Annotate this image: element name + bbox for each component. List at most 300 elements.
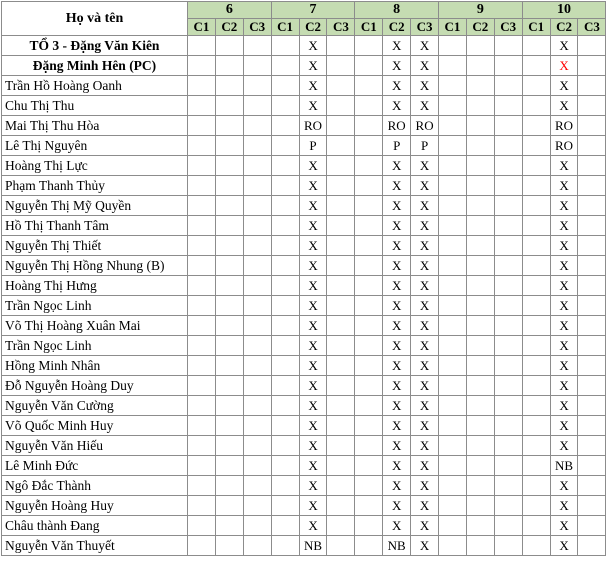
mark-cell: X xyxy=(299,496,327,516)
table-row xyxy=(2,476,606,496)
mark-cell xyxy=(271,476,299,496)
table-row xyxy=(2,156,606,176)
mark-cell xyxy=(215,356,243,376)
mark-cell xyxy=(243,456,271,476)
mark-cell xyxy=(355,356,383,376)
mark-cell xyxy=(215,76,243,96)
mark-cell xyxy=(494,416,522,436)
mark-cell xyxy=(522,456,550,476)
day-header: 6 xyxy=(188,2,272,19)
mark-cell: X xyxy=(550,376,578,396)
mark-cell: X xyxy=(550,76,578,96)
mark-cell xyxy=(439,276,467,296)
mark-cell xyxy=(494,276,522,296)
mark-cell xyxy=(494,456,522,476)
mark-cell xyxy=(188,356,216,376)
mark-cell xyxy=(439,36,467,56)
mark-cell: X xyxy=(550,516,578,536)
mark-cell xyxy=(271,316,299,336)
mark-cell xyxy=(243,416,271,436)
mark-cell xyxy=(494,436,522,456)
mark-cell: X xyxy=(411,216,439,236)
mark-cell: X xyxy=(411,196,439,216)
mark-cell xyxy=(215,336,243,356)
mark-cell: X xyxy=(299,476,327,496)
mark-cell xyxy=(188,96,216,116)
mark-cell xyxy=(522,536,550,556)
mark-cell xyxy=(466,156,494,176)
mark-cell xyxy=(494,216,522,236)
mark-cell xyxy=(215,516,243,536)
person-name-cell: Lê Thị Nguyên xyxy=(2,136,188,156)
mark-cell xyxy=(271,436,299,456)
person-name-cell: Lê Minh Đức xyxy=(2,456,188,476)
mark-cell xyxy=(188,416,216,436)
mark-cell xyxy=(327,536,355,556)
mark-cell: X xyxy=(411,296,439,316)
mark-cell xyxy=(188,496,216,516)
mark-cell xyxy=(355,516,383,536)
mark-cell xyxy=(215,56,243,76)
mark-cell: X xyxy=(550,96,578,116)
mark-cell xyxy=(522,276,550,296)
table-row xyxy=(2,376,606,396)
mark-cell xyxy=(494,136,522,156)
mark-cell: X xyxy=(299,196,327,216)
mark-cell xyxy=(466,236,494,256)
mark-cell xyxy=(494,56,522,76)
mark-cell xyxy=(271,456,299,476)
table-row xyxy=(2,516,606,536)
mark-cell xyxy=(271,36,299,56)
mark-cell xyxy=(439,536,467,556)
mark-cell xyxy=(215,316,243,336)
table-row xyxy=(2,396,606,416)
person-name-cell: Nguyễn Văn Hiếu xyxy=(2,436,188,456)
mark-cell: RO xyxy=(383,116,411,136)
mark-cell xyxy=(355,276,383,296)
mark-cell: X xyxy=(299,336,327,356)
mark-cell xyxy=(355,196,383,216)
mark-cell xyxy=(327,236,355,256)
mark-cell: X xyxy=(299,416,327,436)
slot-header: C3 xyxy=(243,19,271,36)
mark-cell xyxy=(215,216,243,236)
mark-cell xyxy=(215,296,243,316)
mark-cell xyxy=(243,136,271,156)
mark-cell xyxy=(439,376,467,396)
mark-cell xyxy=(578,36,606,56)
mark-cell xyxy=(271,396,299,416)
mark-cell xyxy=(578,216,606,236)
mark-cell xyxy=(327,156,355,176)
mark-cell xyxy=(466,396,494,416)
mark-cell xyxy=(355,256,383,276)
person-name-cell: Phạm Thanh Thủy xyxy=(2,176,188,196)
mark-cell: X xyxy=(383,476,411,496)
mark-cell xyxy=(271,96,299,116)
mark-cell xyxy=(494,316,522,336)
mark-cell xyxy=(466,356,494,376)
mark-cell: X xyxy=(383,396,411,416)
mark-cell xyxy=(215,396,243,416)
mark-cell xyxy=(522,336,550,356)
mark-cell: X xyxy=(299,456,327,476)
mark-cell xyxy=(466,276,494,296)
mark-cell xyxy=(439,256,467,276)
mark-cell xyxy=(243,76,271,96)
mark-cell: X xyxy=(299,96,327,116)
mark-cell xyxy=(188,376,216,396)
mark-cell xyxy=(327,416,355,436)
mark-cell xyxy=(578,356,606,376)
person-name-cell: Võ Quốc Minh Huy xyxy=(2,416,188,436)
mark-cell xyxy=(439,456,467,476)
mark-cell xyxy=(494,376,522,396)
mark-cell xyxy=(188,516,216,536)
mark-cell xyxy=(188,316,216,336)
mark-cell xyxy=(243,476,271,496)
mark-cell xyxy=(522,56,550,76)
day-header: 8 xyxy=(355,2,439,19)
mark-cell xyxy=(466,536,494,556)
mark-cell: X xyxy=(411,536,439,556)
mark-cell xyxy=(355,336,383,356)
mark-cell xyxy=(466,176,494,196)
mark-cell: X xyxy=(411,436,439,456)
mark-cell: X xyxy=(299,516,327,536)
mark-cell: X xyxy=(550,436,578,456)
mark-cell: X xyxy=(411,336,439,356)
mark-cell xyxy=(243,56,271,76)
mark-cell: X xyxy=(299,356,327,376)
mark-cell: X xyxy=(411,176,439,196)
person-name-cell: Ngô Đắc Thành xyxy=(2,476,188,496)
mark-cell xyxy=(327,316,355,336)
mark-cell xyxy=(494,296,522,316)
table-row xyxy=(2,256,606,276)
mark-cell xyxy=(439,296,467,316)
person-name-cell: Hồng Minh Nhân xyxy=(2,356,188,376)
mark-cell xyxy=(215,236,243,256)
mark-cell: X xyxy=(550,356,578,376)
mark-cell xyxy=(188,396,216,416)
mark-cell xyxy=(243,296,271,316)
slot-header: C2 xyxy=(383,19,411,36)
mark-cell xyxy=(439,316,467,336)
mark-cell: X xyxy=(299,216,327,236)
mark-cell xyxy=(327,336,355,356)
mark-cell xyxy=(494,256,522,276)
mark-cell xyxy=(271,156,299,176)
person-name-cell: Đỗ Nguyễn Hoàng Duy xyxy=(2,376,188,396)
mark-cell xyxy=(578,316,606,336)
mark-cell xyxy=(243,96,271,116)
mark-cell: RO xyxy=(299,116,327,136)
mark-cell xyxy=(494,176,522,196)
mark-cell xyxy=(494,356,522,376)
person-name-cell: Trần Ngọc Linh xyxy=(2,336,188,356)
mark-cell xyxy=(327,76,355,96)
mark-cell xyxy=(271,376,299,396)
table-body xyxy=(2,36,606,556)
person-name-cell: Nguyễn Thị Mỹ Quyền xyxy=(2,196,188,216)
mark-cell xyxy=(271,496,299,516)
table-row xyxy=(2,356,606,376)
mark-cell xyxy=(327,436,355,456)
mark-cell: X xyxy=(550,156,578,176)
mark-cell xyxy=(327,176,355,196)
person-name-cell: Hồ Thị Thanh Tâm xyxy=(2,216,188,236)
mark-cell xyxy=(355,76,383,96)
table-row xyxy=(2,176,606,196)
mark-cell xyxy=(188,276,216,296)
mark-cell: X xyxy=(383,416,411,436)
mark-cell xyxy=(466,316,494,336)
mark-cell xyxy=(578,96,606,116)
mark-cell xyxy=(439,116,467,136)
mark-cell xyxy=(439,76,467,96)
mark-cell xyxy=(327,56,355,76)
mark-cell xyxy=(271,116,299,136)
mark-cell xyxy=(439,176,467,196)
mark-cell xyxy=(494,496,522,516)
mark-cell: X xyxy=(299,236,327,256)
mark-cell xyxy=(578,136,606,156)
mark-cell xyxy=(355,236,383,256)
mark-cell xyxy=(188,296,216,316)
mark-cell xyxy=(466,436,494,456)
mark-cell: X xyxy=(383,356,411,376)
mark-cell xyxy=(188,76,216,96)
group-title-cell: Đặng Minh Hên (PC) xyxy=(2,56,188,76)
slot-header: C1 xyxy=(439,19,467,36)
mark-cell: X xyxy=(411,276,439,296)
mark-cell xyxy=(522,96,550,116)
person-name-cell: Chu Thị Thu xyxy=(2,96,188,116)
mark-cell: P xyxy=(411,136,439,156)
mark-cell xyxy=(327,216,355,236)
mark-cell: X xyxy=(411,476,439,496)
mark-cell xyxy=(522,516,550,536)
mark-cell: X xyxy=(299,436,327,456)
mark-cell xyxy=(439,416,467,436)
mark-cell: X xyxy=(383,236,411,256)
mark-cell xyxy=(215,176,243,196)
mark-cell xyxy=(522,216,550,236)
mark-cell xyxy=(522,396,550,416)
mark-cell xyxy=(327,476,355,496)
mark-cell xyxy=(466,216,494,236)
mark-cell xyxy=(522,116,550,136)
mark-cell xyxy=(494,156,522,176)
mark-cell xyxy=(188,36,216,56)
mark-cell xyxy=(215,116,243,136)
mark-cell: X xyxy=(550,196,578,216)
mark-cell xyxy=(578,336,606,356)
mark-cell xyxy=(215,436,243,456)
mark-cell xyxy=(522,436,550,456)
mark-cell: X xyxy=(299,276,327,296)
mark-cell xyxy=(355,316,383,336)
mark-cell xyxy=(327,116,355,136)
mark-cell xyxy=(188,476,216,496)
mark-cell xyxy=(271,296,299,316)
mark-cell xyxy=(188,116,216,136)
mark-cell xyxy=(522,476,550,496)
mark-cell: X xyxy=(550,296,578,316)
mark-cell xyxy=(439,156,467,176)
mark-cell xyxy=(215,276,243,296)
mark-cell: X xyxy=(383,296,411,316)
mark-cell xyxy=(327,276,355,296)
mark-cell xyxy=(327,96,355,116)
mark-cell xyxy=(215,36,243,56)
mark-cell xyxy=(243,216,271,236)
mark-cell xyxy=(243,276,271,296)
person-name-cell: Hoàng Thị Lực xyxy=(2,156,188,176)
mark-cell: X xyxy=(411,376,439,396)
mark-cell: P xyxy=(383,136,411,156)
mark-cell: NB xyxy=(299,536,327,556)
mark-cell xyxy=(466,476,494,496)
person-name-cell: Châu thành Đang xyxy=(2,516,188,536)
person-name-cell: Hoàng Thị Hưng xyxy=(2,276,188,296)
person-name-cell: Nguyễn Hoàng Huy xyxy=(2,496,188,516)
table-row xyxy=(2,36,606,56)
mark-cell xyxy=(188,536,216,556)
mark-cell: X xyxy=(411,36,439,56)
mark-cell xyxy=(271,216,299,236)
mark-cell xyxy=(215,496,243,516)
mark-cell: X xyxy=(411,456,439,476)
mark-cell xyxy=(355,476,383,496)
slot-header: C2 xyxy=(550,19,578,36)
mark-cell xyxy=(578,496,606,516)
mark-cell xyxy=(243,376,271,396)
mark-cell xyxy=(271,176,299,196)
table-row xyxy=(2,196,606,216)
person-name-cell: Võ Thị Hoàng Xuân Mai xyxy=(2,316,188,336)
mark-cell: X xyxy=(383,216,411,236)
slot-header: C3 xyxy=(327,19,355,36)
mark-cell: X xyxy=(299,76,327,96)
mark-cell xyxy=(522,296,550,316)
mark-cell xyxy=(522,356,550,376)
table-row xyxy=(2,456,606,476)
mark-cell xyxy=(466,56,494,76)
mark-cell xyxy=(466,116,494,136)
mark-cell xyxy=(355,436,383,456)
mark-cell xyxy=(327,256,355,276)
slot-header: C2 xyxy=(215,19,243,36)
mark-cell: X xyxy=(550,416,578,436)
mark-cell xyxy=(439,56,467,76)
mark-cell: X xyxy=(383,156,411,176)
mark-cell: X xyxy=(299,316,327,336)
mark-cell: X xyxy=(383,376,411,396)
mark-cell xyxy=(243,36,271,56)
mark-cell xyxy=(439,136,467,156)
person-name-cell: Nguyễn Văn Cường xyxy=(2,396,188,416)
mark-cell: X xyxy=(550,496,578,516)
mark-cell: X xyxy=(550,276,578,296)
header-row-days xyxy=(2,2,606,19)
mark-cell xyxy=(578,416,606,436)
mark-cell xyxy=(466,496,494,516)
mark-cell xyxy=(466,36,494,56)
day-header: 10 xyxy=(522,2,606,19)
mark-cell xyxy=(243,356,271,376)
mark-cell xyxy=(327,376,355,396)
mark-cell: X xyxy=(550,336,578,356)
mark-cell xyxy=(578,396,606,416)
mark-cell xyxy=(466,96,494,116)
mark-cell xyxy=(466,336,494,356)
mark-cell xyxy=(578,76,606,96)
mark-cell xyxy=(494,116,522,136)
mark-cell xyxy=(578,296,606,316)
mark-cell xyxy=(494,476,522,496)
mark-cell xyxy=(355,116,383,136)
mark-cell: X xyxy=(299,256,327,276)
mark-cell xyxy=(271,336,299,356)
mark-cell xyxy=(522,236,550,256)
mark-cell xyxy=(327,516,355,536)
slot-header: C3 xyxy=(494,19,522,36)
mark-cell xyxy=(243,116,271,136)
mark-cell: X xyxy=(550,256,578,276)
mark-cell: X xyxy=(383,316,411,336)
mark-cell: X xyxy=(299,296,327,316)
mark-cell xyxy=(243,336,271,356)
mark-cell xyxy=(494,336,522,356)
mark-cell xyxy=(494,396,522,416)
mark-cell xyxy=(466,416,494,436)
mark-cell xyxy=(578,436,606,456)
mark-cell xyxy=(522,156,550,176)
mark-cell xyxy=(271,356,299,376)
person-name-cell: Nguyễn Thị Hồng Nhung (B) xyxy=(2,256,188,276)
table-row xyxy=(2,276,606,296)
mark-cell xyxy=(494,516,522,536)
mark-cell xyxy=(243,156,271,176)
mark-cell xyxy=(243,256,271,276)
mark-cell: X xyxy=(299,176,327,196)
mark-cell xyxy=(188,196,216,216)
mark-cell: X xyxy=(550,396,578,416)
mark-cell xyxy=(466,196,494,216)
mark-cell xyxy=(243,536,271,556)
mark-cell xyxy=(522,176,550,196)
mark-cell xyxy=(327,36,355,56)
mark-cell xyxy=(215,456,243,476)
mark-cell: X xyxy=(411,316,439,336)
mark-cell xyxy=(522,136,550,156)
slot-header: C1 xyxy=(522,19,550,36)
mark-cell: NB xyxy=(550,456,578,476)
mark-cell xyxy=(243,516,271,536)
mark-cell xyxy=(355,96,383,116)
mark-cell xyxy=(188,136,216,156)
mark-cell xyxy=(578,376,606,396)
attendance-table xyxy=(1,1,606,556)
table-row xyxy=(2,96,606,116)
mark-cell: X xyxy=(550,316,578,336)
mark-cell: P xyxy=(299,136,327,156)
slot-header: C3 xyxy=(411,19,439,36)
mark-cell xyxy=(327,136,355,156)
